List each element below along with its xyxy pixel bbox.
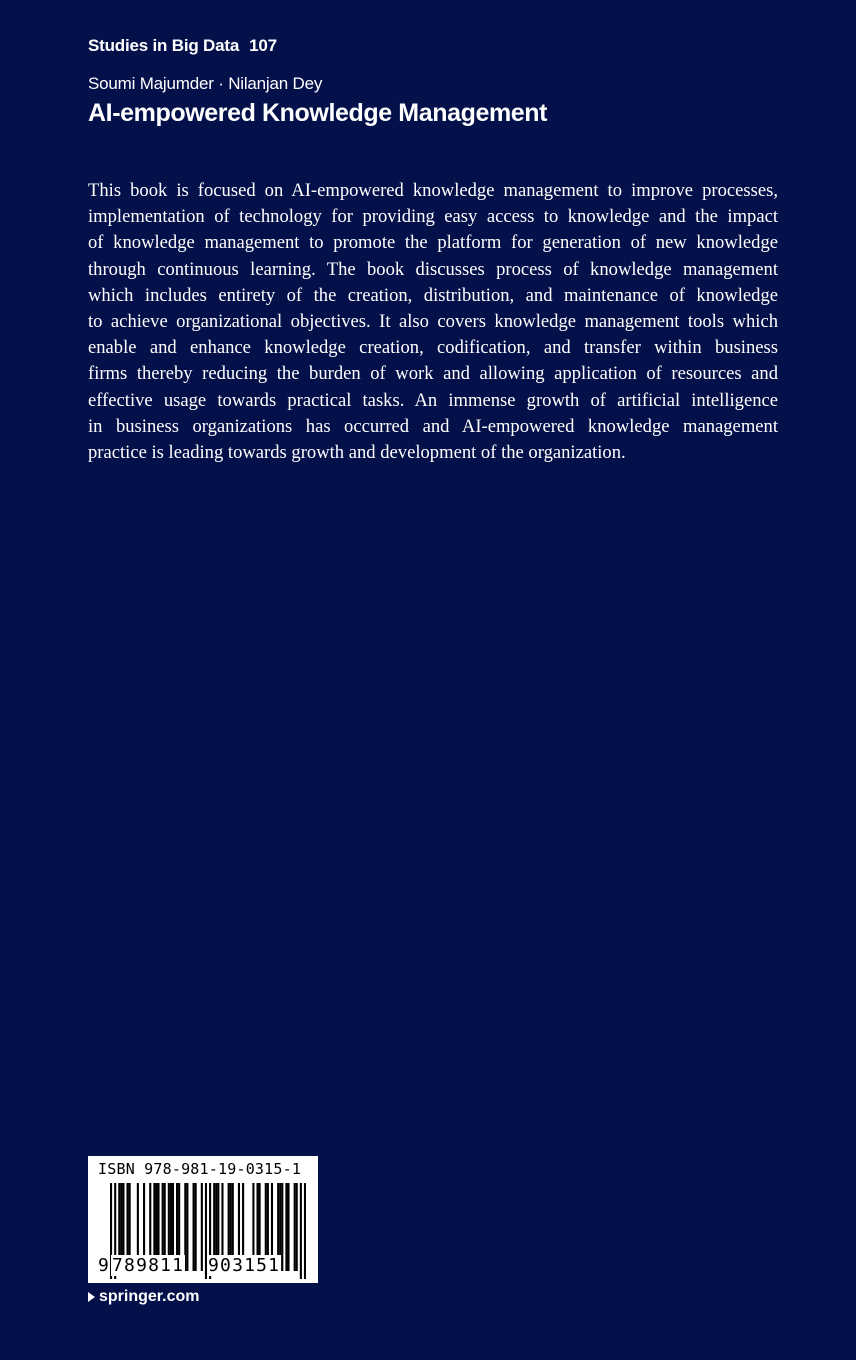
blurb-line: firms thereby reducing the burden of work and allowing application of resources and (88, 363, 778, 385)
series-volume: 107 (249, 36, 277, 55)
blurb (88, 178, 778, 466)
barcode-bar (296, 1183, 298, 1271)
blurb-line: which includes entirety of the creation, distribution, and maintenance of knowledge (88, 284, 778, 306)
ean-first-digit: 9 (98, 1255, 109, 1276)
book-title: AI-empowered Knowledge Management (88, 99, 548, 127)
blurb-line: implementation of technology for providing easy access to knowledge and the impact (88, 206, 778, 228)
barcode-bar (300, 1183, 302, 1279)
ean-left-group: 789811 (112, 1255, 185, 1276)
blurb-line: enable and enhance knowledge creation, codification, and transfer within business (88, 337, 778, 359)
barcode-bar (287, 1183, 289, 1271)
blurb-line: practice is leading towards growth and development of the organization. (88, 442, 626, 464)
series-line (88, 36, 277, 56)
barcode-bar (304, 1183, 306, 1279)
series-name: Studies in Big Data (88, 36, 240, 55)
authors: Soumi Majumder · Nilanjan Dey (88, 74, 323, 93)
blurb-line: of knowledge management to promote the platform for generation of new knowledge (88, 232, 778, 254)
barcode-bar (294, 1183, 296, 1271)
barcode-bar (281, 1183, 283, 1271)
isbn-label: ISBN 978-981-19-0315-1 (98, 1160, 302, 1178)
blurb-line: in business organizations has occurred and AI-empowered knowledge management (88, 415, 778, 437)
barcode-bar (285, 1183, 287, 1271)
isbn-barcode-box (88, 1156, 318, 1283)
barcode-bar (193, 1183, 195, 1271)
blurb-line: to achieve organizational objectives. It also covers knowledge management tools which (88, 311, 778, 333)
blurb-line: effective usage towards practical tasks. An immense growth of artificial intelligence (88, 389, 778, 411)
publisher-link[interactable] (88, 1288, 199, 1306)
ean-right-group: 903151 (208, 1255, 281, 1276)
barcode-bar (201, 1183, 203, 1271)
publisher-url: springer.com (99, 1288, 200, 1305)
blurb-line: through continuous learning. The book discusses process of knowledge management (88, 258, 778, 280)
barcode-bar (195, 1183, 197, 1271)
barcode-bar (186, 1183, 188, 1271)
arrow-right-icon (88, 1292, 95, 1302)
blurb-line: This book is focused on AI-empowered knowledge management to improve processes, (88, 180, 778, 201)
